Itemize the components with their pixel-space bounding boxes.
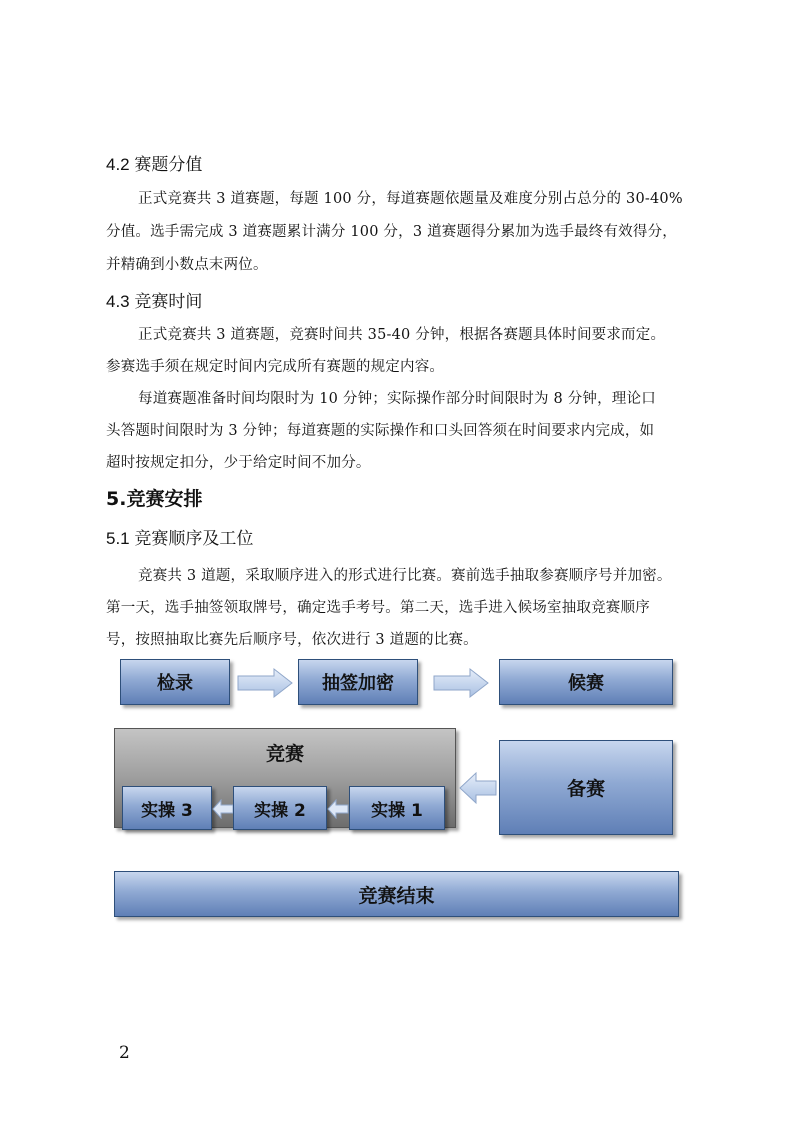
paragraph-line: 第一天，选手抽签领取牌号，确定选手考号。第二天，选手进入候场室抽取竞赛顺序 (106, 600, 650, 616)
flow-box-end: 竞赛结束 (114, 871, 679, 917)
section-heading-4-2: 4.2 赛题分值 (106, 155, 203, 174)
paragraph-line: 每道赛题准备时间均限时为 10 分钟；实际操作部分时间限时为 8 分钟，理论口 (138, 391, 656, 407)
flow-box-op2: 实操 2 (233, 786, 327, 830)
right-arrow-icon (432, 667, 490, 699)
section-heading-5: 5.竞赛安排 (106, 488, 203, 510)
flow-box-op3: 实操 3 (122, 786, 212, 830)
paragraph-line: 分值。选手需完成 3 道赛题累计满分 100 分，3 道赛题得分累加为选手最终有效得分， (106, 224, 677, 240)
competition-title: 竞赛 (265, 743, 304, 765)
page-number: 2 (119, 1043, 130, 1063)
paragraph-line: 竞赛共 3 道题，采取顺序进入的形式进行比赛。赛前选手抽取参赛顺序号并加密。 (138, 568, 672, 584)
flow-box-draw: 抽签加密 (298, 659, 418, 705)
flow-box-check: 检录 (120, 659, 230, 705)
left-arrow-icon (327, 799, 349, 819)
left-arrow-icon (212, 799, 234, 819)
paragraph-line: 正式竞赛共 3 道赛题，每题 100 分，每道赛题依题量及难度分别占总分的 30-40% (138, 191, 683, 207)
right-arrow-icon (236, 667, 294, 699)
left-arrow-icon (458, 770, 498, 806)
flow-box-wait: 候赛 (499, 659, 673, 705)
paragraph-line: 正式竞赛共 3 道赛题，竞赛时间共 35-40 分钟，根据各赛题具体时间要求而定。 (138, 327, 666, 343)
section-heading-5-1: 5.1 竞赛顺序及工位 (106, 529, 254, 548)
flow-box-op1: 实操 1 (349, 786, 445, 830)
paragraph-line: 超时按规定扣分，少于给定时间不加分。 (106, 455, 371, 471)
paragraph-line: 并精确到小数点末两位。 (106, 257, 268, 273)
paragraph-line: 头答题时间限时为 3 分钟；每道赛题的实际操作和口头回答须在时间要求内完成，如 (106, 423, 655, 439)
paragraph-line: 号，按照抽取比赛先后顺序号，依次进行 3 道题的比赛。 (106, 632, 478, 648)
section-heading-4-3: 4.3 竞赛时间 (106, 292, 203, 311)
flow-box-prepare: 备赛 (499, 740, 673, 835)
paragraph-line: 参赛选手须在规定时间内完成所有赛题的规定内容。 (106, 359, 445, 375)
